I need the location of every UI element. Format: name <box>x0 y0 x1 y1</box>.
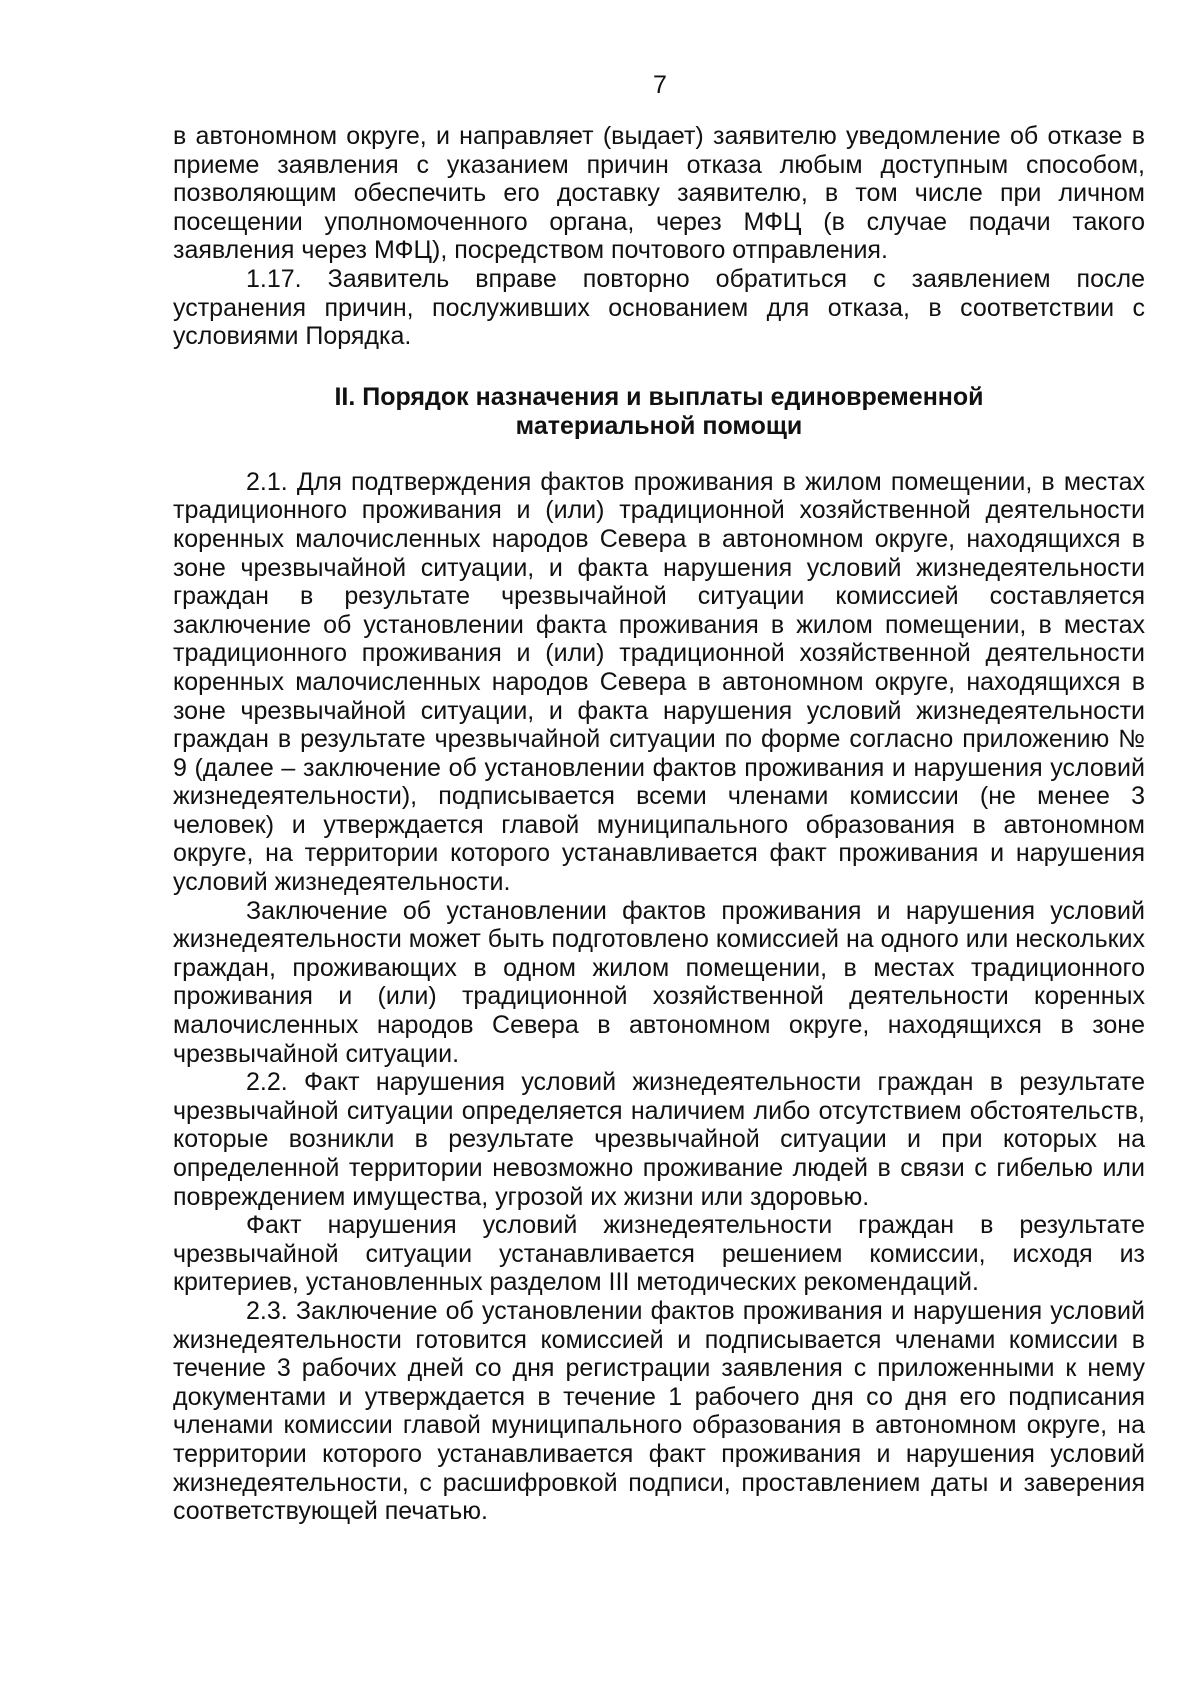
paragraph-2-1-conclusion: Заключение об установлении фактов проживания и нарушения условий жизнедеятельности может быть подготовлено комиссией на одного или нескольких граждан, проживающих в одном жилом помещении, в местах традиционного проживания и (или) традиционной хозяйственной деятельности коренных малочисленных народов Севера в автономном округе, находящихся в зоне чрезвычайной ситуации. <box>173 896 1145 1068</box>
page-number: 7 <box>653 71 667 99</box>
paragraph-2-2-fact: Факт нарушения условий жизнедеятельности граждан в результате чрезвычайной ситуации устанавливается решением комиссии, исходя из критериев, установленных разделом III методических рекомендаций. <box>173 1211 1145 1297</box>
paragraph-1-17: 1.17. Заявитель вправе повторно обратиться с заявлением после устранения причин, послуживших основанием для отказа, в соответствии с условиями Порядка. <box>173 264 1145 351</box>
paragraph-2-3: 2.3. Заключение об установлении фактов проживания и нарушения условий жизнедеятельности готовится комиссией и подписывается членами комиссии в течение 3 рабочих дней со дня регистрации заявления с приложенными к нему документами и утверждается в течение 1 рабочего дня со дня его подписания членами комиссии главой муниципального образования в автономном округе, на территории которого устанавливается факт проживания и нарушения условий жизнедеятельности, с расшифровкой подписи, проставлением даты и заверения соответствующей печатью. <box>173 1296 1145 1526</box>
section-heading <box>173 383 1145 441</box>
section-heading-line-2: материальной помощи <box>515 411 803 440</box>
section-heading-line-1: II. Порядок назначения и выплаты единовременной <box>334 382 984 411</box>
document-body <box>173 122 1145 1526</box>
paragraph-2-1: 2.1. Для подтверждения фактов проживания в жилом помещении, в местах традиционного проживания и (или) традиционной хозяйственной деятельности коренных малочисленных народов Севера в автономном округе, находящихся в зоне чрезвычайной ситуации, и факта нарушения условий жизнедеятельности граждан в результате чрезвычайной ситуации комиссией составляется заключение об установлении факта проживания в жилом помещении, в местах традиционного проживания и (или) традиционной хозяйственной деятельности коренных малочисленных народов Севера в автономном округе, находящихся в зоне чрезвычайной ситуации, и факта нарушения условий жизнедеятельности граждан в результате чрезвычайной ситуации по форме согласно приложению № 9 (далее – заключение об установлении фактов проживания и нарушения условий жизнедеятельности), подписывается всеми членами комиссии (не менее 3 человек) и утверждается главой муниципального образования в автономном округе, на территории которого устанавливается факт проживания и нарушения условий жизнедеятельности. <box>173 467 1145 897</box>
paragraph-2-2: 2.2. Факт нарушения условий жизнедеятельности граждан в результате чрезвычайной ситуации определяется наличием либо отсутствием обстоятельств, которые возникли в результате чрезвычайной ситуации и при которых на определенной территории невозможно проживание людей в связи с гибелью или повреждением имущества, угрозой их жизни или здоровью. <box>173 1068 1145 1211</box>
paragraph-continuation: в автономном округе, и направляет (выдает) заявителю уведомление об отказе в приеме заявления с указанием причин отказа любым доступным способом, позволяющим обеспечить его доставку заявителю, в том числе при личном посещении уполномоченного органа, через МФЦ (в случае подачи такого заявления через МФЦ), посредством почтового отправления. <box>173 122 1145 265</box>
